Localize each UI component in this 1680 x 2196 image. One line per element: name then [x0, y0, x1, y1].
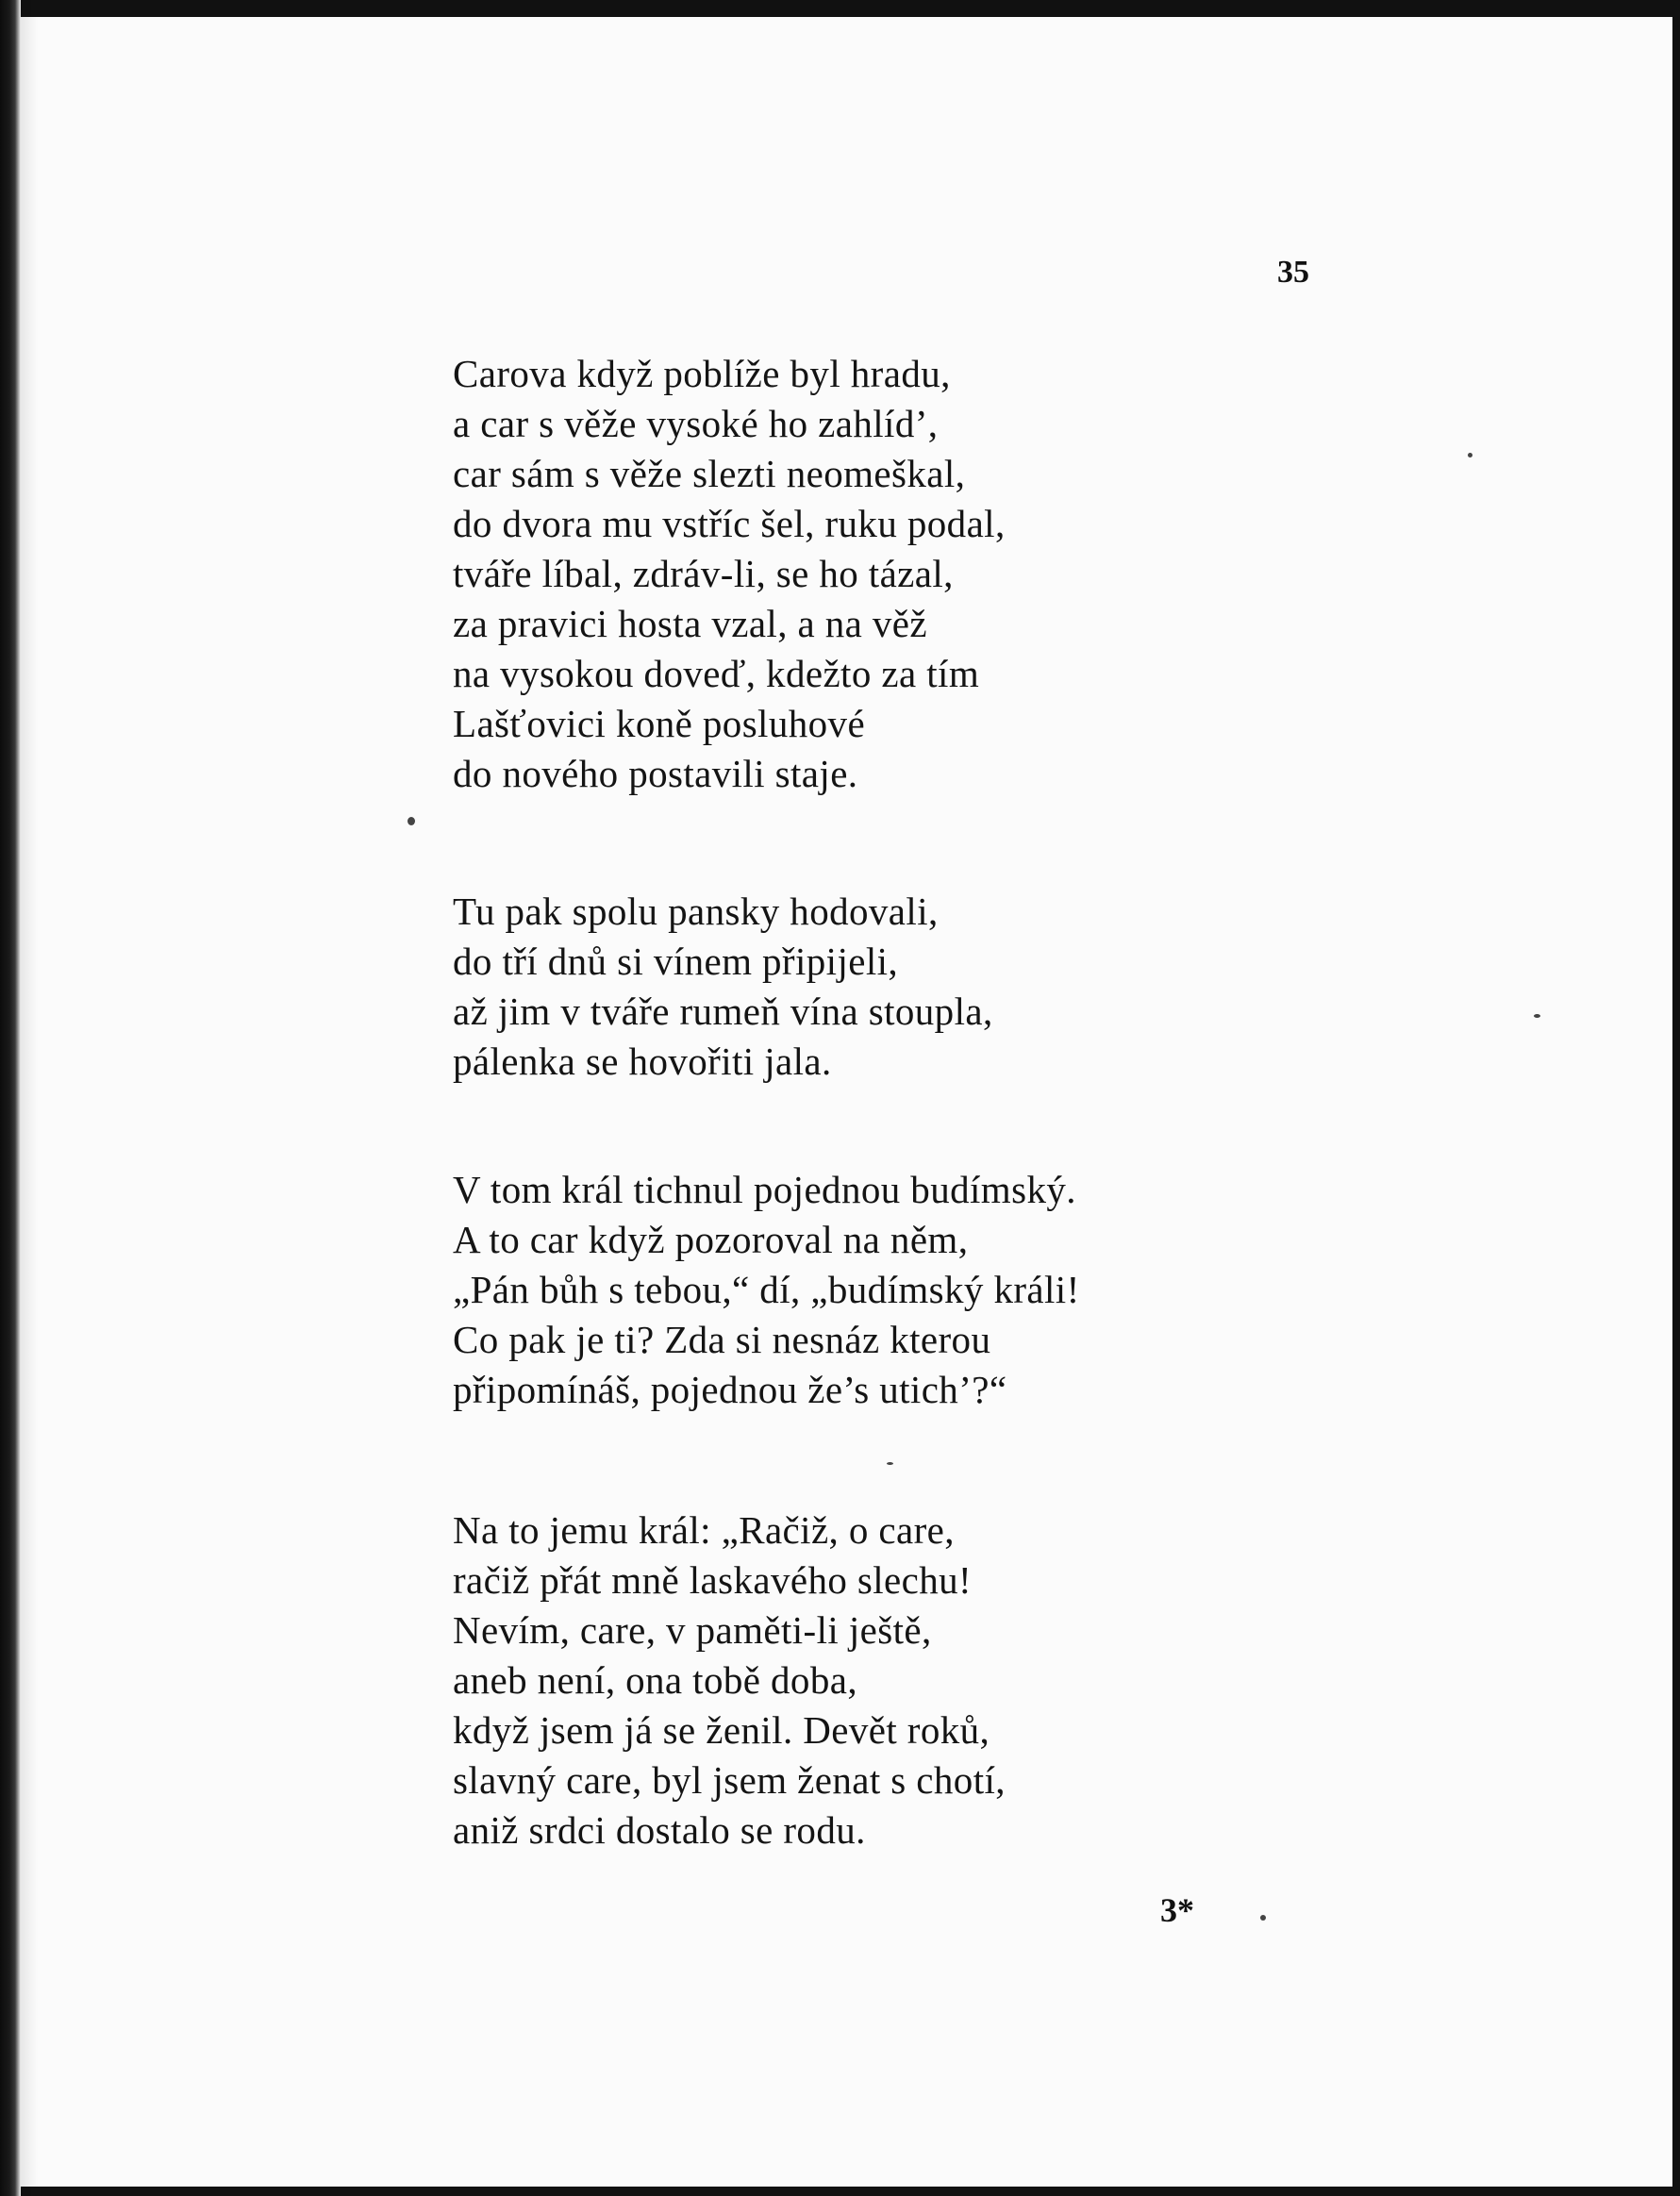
printer-signature-mark: 3*: [1160, 1891, 1194, 1929]
stanza-1: [453, 349, 1302, 799]
paper-speck: [1468, 453, 1472, 458]
poem-text: [453, 349, 1302, 1855]
verse-line: za pravici hosta vzal, a na věž: [453, 602, 927, 645]
verse-line: aneb není, ona tobě doba,: [453, 1658, 857, 1702]
verse-line: na vysokou doveď, kdežto za tím: [453, 652, 980, 695]
paper-speck: [1534, 1014, 1540, 1018]
verse-line: Carova když poblíže byl hradu,: [453, 352, 951, 395]
verse-line: A to car když pozoroval na něm,: [453, 1218, 969, 1261]
stanza-4: [453, 1506, 1302, 1855]
verse-line: aniž srdci dostalo se rodu.: [453, 1808, 866, 1852]
verse-line: tváře líbal, zdráv-li, se ho tázal,: [453, 552, 954, 595]
scan-right-edge: [1672, 0, 1680, 2196]
verse-line: do tří dnů si vínem připijeli,: [453, 940, 899, 983]
paper-speck: [1260, 1915, 1266, 1921]
verse-line: račiž přát mně laskavého slechu!: [453, 1558, 973, 1602]
stanza-3: [453, 1165, 1302, 1415]
verse-line: slavný care, byl jsem ženat s chotí,: [453, 1758, 1006, 1802]
paper-speck: [408, 817, 415, 825]
verse-line: když jsem já se ženil. Devět roků,: [453, 1708, 990, 1752]
verse-line: a car s věže vysoké ho zahlíd’,: [453, 402, 939, 445]
verse-line: „Pán bůh s tebou,“ dí, „budímský králi!: [453, 1268, 1080, 1311]
verse-line: až jim v tváře rumeň vína stoupla,: [453, 990, 993, 1033]
verse-line: pálenka se hovořiti jala.: [453, 1040, 832, 1083]
scan-top-edge: [0, 0, 1680, 17]
page-number: 35: [1277, 255, 1309, 290]
verse-line: Tu pak spolu pansky hodovali,: [453, 890, 939, 933]
verse-line: do nového postavili staje.: [453, 752, 858, 795]
verse-line: car sám s věže slezti neomeškal,: [453, 452, 966, 495]
gutter-shadow: [21, 0, 38, 2196]
verse-line: Co pak je ti? Zda si nesnáz kterou: [453, 1318, 991, 1361]
verse-line: V tom král tichnul pojednou budímský.: [453, 1168, 1076, 1211]
verse-line: připomínáš, pojednou že’s utich’?“: [453, 1368, 1007, 1411]
verse-line: Na to jemu král: „Račiž, o care,: [453, 1508, 955, 1552]
verse-line: do dvora mu vstříc šel, ruku podal,: [453, 502, 1006, 545]
verse-line: Nevím, care, v paměti-li ještě,: [453, 1608, 932, 1652]
stanza-2: [453, 887, 1302, 1087]
verse-line: Lašťovici koně posluhové: [453, 702, 866, 745]
book-binding-edge: [0, 0, 21, 2196]
scan-bottom-edge: [0, 2187, 1680, 2196]
